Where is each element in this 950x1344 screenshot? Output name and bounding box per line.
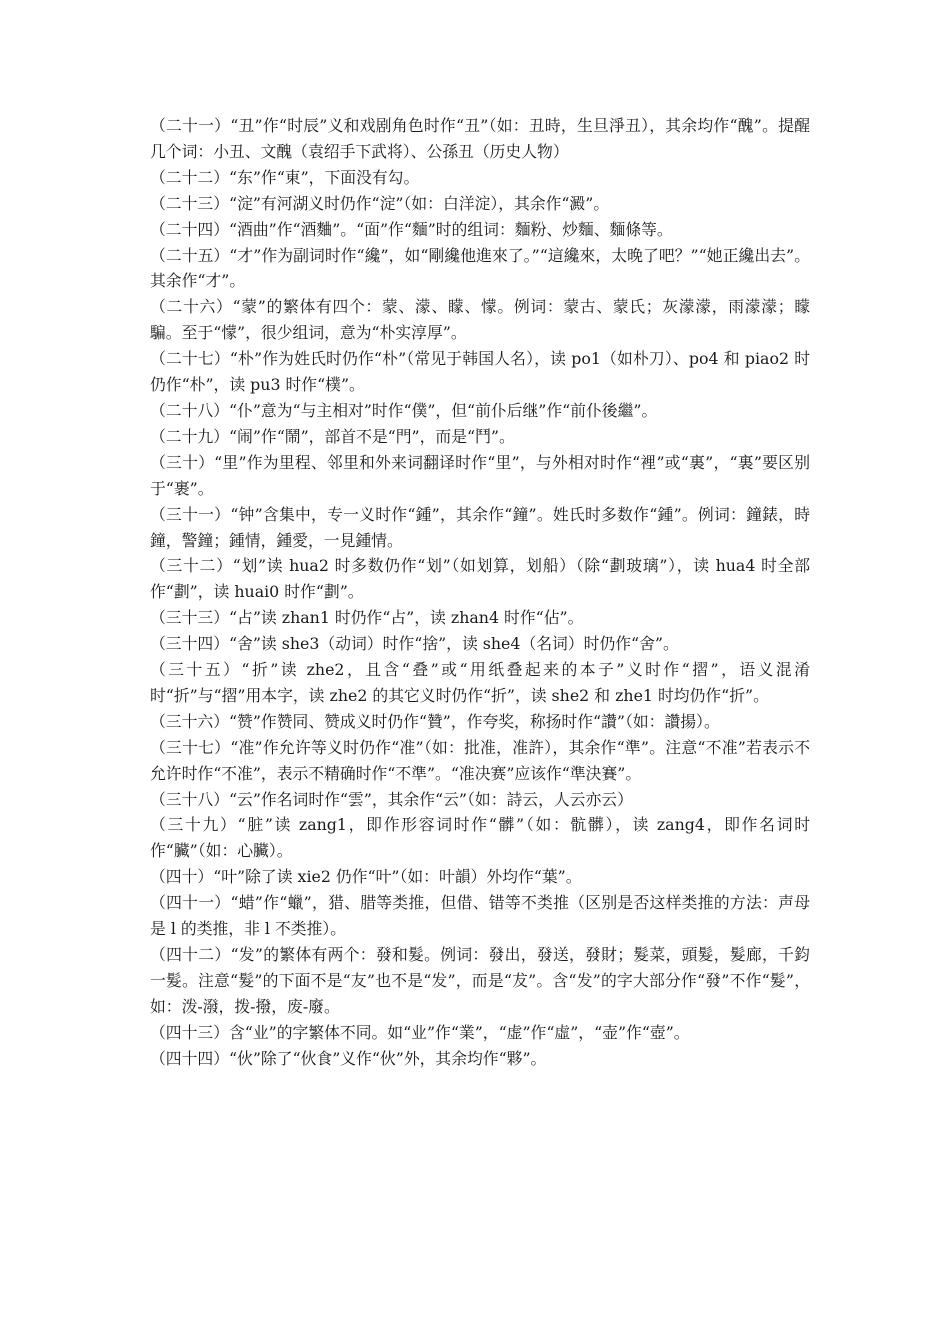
paragraph-28: （二十八）“仆”意为“与主相对”时作“僕”，但“前仆后继”作“前仆後繼”。 bbox=[150, 400, 658, 420]
paragraph-41: （四十一）“蜡”作“蠟”，猎、腊等类推，但借、错等不类推（区别是否这样类推的方法：声母是 l 的类推，非 l 不类推）。 bbox=[150, 893, 810, 939]
paragraph-31: （三十一）“钟”含集中，专一义时作“鍾”，其余作“鐘”。姓氏时多数作“鍾”。例词：鐘錶，時鐘，警鐘；鍾情，鍾愛，一見鍾情。 bbox=[150, 504, 810, 550]
paragraph-44: （四十四）“伙”除了“伙食”义作“伙”外，其余均作“夥”。 bbox=[150, 1048, 547, 1068]
paragraph-24: （二十四）“酒曲”作“酒麯”。“面”作“麵”时的组词：麵粉、炒麵、麵條等。 bbox=[150, 219, 673, 239]
paragraph-27: （二十七）“朴”作为姓氏时仍作“朴”（常见于韩国人名），读 po1（如朴刀）、po4 和 piao2 时仍作“朴”，读 pu3 时作“樸”。 bbox=[150, 349, 810, 395]
paragraph-38: （三十八）“云”作名词时作“雲”，其余作“云”（如：詩云，人云亦云） bbox=[150, 789, 633, 809]
paragraph-21: （二十一）“丑”作“时辰”义和戏剧角色时作“丑”（如：丑時，生旦淨丑），其余均作“醜”。提醒几个词：小丑、文醜（袁绍手下武将）、公孫丑（历史人物） bbox=[150, 116, 810, 161]
paragraph-23: （二十三）“淀”有河湖义时仍作“淀”（如：白洋淀），其余作“澱”。 bbox=[150, 193, 610, 213]
paragraph-43: （四十三）含“业”的字繁体不同。如“业”作“業”，“虚”作“虛”，“壶”作“壺”。 bbox=[150, 1022, 690, 1042]
paragraph-34: （三十四）“舍”读 she3（动词）时作“捨”，读 she4（名词）时仍作“舍”。 bbox=[150, 634, 679, 654]
paragraph-26: （二十六）“蒙”的繁体有四个：蒙、濛、矇、懞。例词：蒙古、蒙氏；灰濛濛，雨濛濛；矇騙。至于“懞”，很少组词，意为“朴实淳厚”。 bbox=[150, 297, 810, 343]
paragraph-36: （三十六）“赞”作赞同、赞成义时仍作“贊”，作夸奖，称扬时作“讚”（如：讚揚）。 bbox=[150, 711, 720, 731]
paragraph-39: （三十九）“脏”读 zang1，即作形容词时作“髒”（如：骯髒），读 zang4，即作名词时作“臟”（如：心臟）。 bbox=[150, 815, 810, 861]
paragraph-29: （二十九）“闹”作“鬧”，部首不是“門”，而是“鬥”。 bbox=[150, 426, 515, 446]
paragraph-33: （三十三）“占”读 zhan1 时仍作“占”，读 zhan4 时作“佔”。 bbox=[150, 608, 584, 628]
paragraph-37: （三十七）“准”作允许等义时仍作“准”（如：批准，准許），其余作“準”。注意“不准”若表示不允许时作“不准”，表示不精确时作“不準”。“准决赛”应该作“準決賽”。 bbox=[150, 737, 810, 783]
paragraph-40: （四十）“叶”除了读 xie2 仍作“叶”（如：叶韻）外均作“葉”。 bbox=[150, 867, 582, 887]
paragraph-42: （四十二）“发”的繁体有两个：發和髮。例词：發出，發送，發財；髮菜，頭髮，髮廊，千鈞一髮。注意“髮”的下面不是“友”也不是“发”，而是“犮”。含“发”的字大部分作“發”不作“髮”，如：泼-潑，拨-撥，废-廢。 bbox=[150, 945, 810, 1016]
paragraph-32: （三十二）“划”读 hua2 时多数仍作“划”（如划算，划船）（除“劃玻璃”），读 hua4 时全部作“劃”，读 huai0 时作“劃”。 bbox=[150, 556, 810, 602]
paragraph-30: （三十）“里”作为里程、邻里和外来词翻译时作“里”，与外相对时作“裡”或“裏”，“裏”要区别于“裹”。 bbox=[150, 452, 810, 498]
paragraph-35: （三十五）“折”读 zhe2，且含“叠”或“用纸叠起来的本子”义时作“摺”，语义混淆时“折”与“摺”用本字，读 zhe2 的其它义时仍作“折”，读 she2 和 zhe1 时均仍作“折”。 bbox=[150, 660, 810, 705]
document-body bbox=[150, 113, 810, 1072]
paragraph-22: （二十二）“东”作“東”，下面没有勾。 bbox=[150, 167, 420, 187]
paragraph-25: （二十五）“才”作为副词时作“纔”，如“剛纔他進來了。”“這纔來，太晚了吧？”“她正纔出去”。其余作“才”。 bbox=[150, 245, 810, 291]
